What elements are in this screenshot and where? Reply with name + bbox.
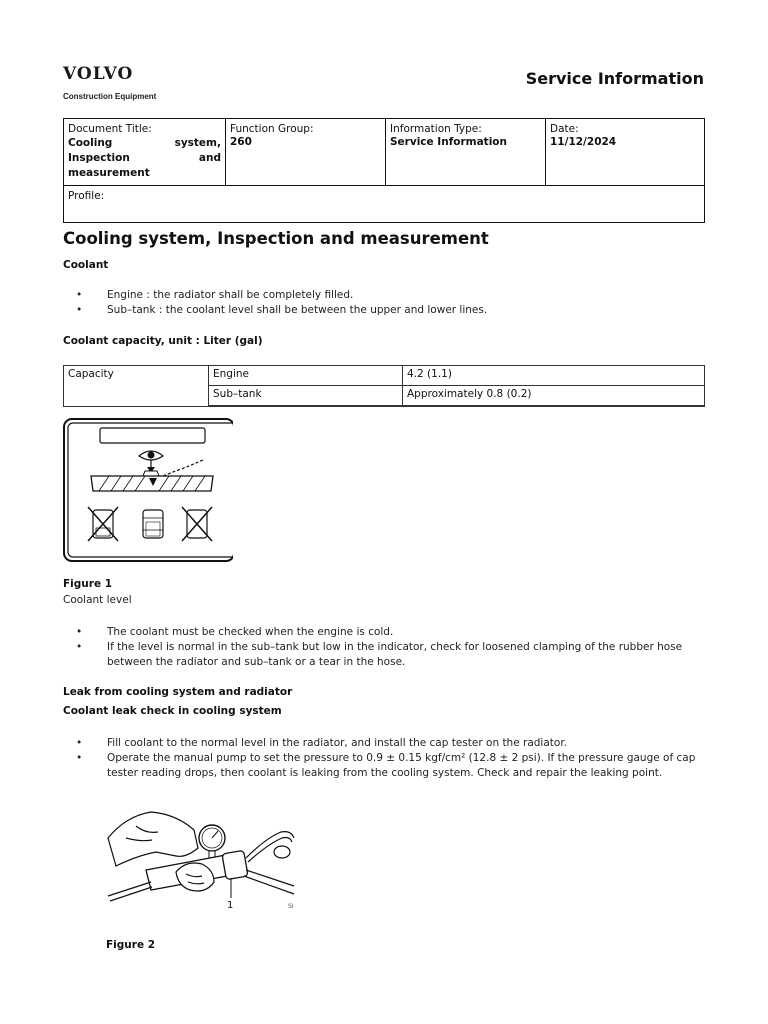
meta-date-label: Date:	[550, 123, 579, 135]
table-row	[64, 366, 705, 386]
figure-code: SI	[288, 903, 294, 910]
document-heading: Cooling system, Inspection and measurement	[63, 229, 489, 248]
meta-cell-profile	[64, 186, 705, 223]
subtank-correct	[143, 510, 163, 538]
coolant-level-illustration	[63, 418, 233, 563]
filler-neck	[143, 471, 159, 476]
figure-1-caption: Coolant level	[63, 594, 132, 606]
pressure-gauge-icon	[199, 825, 225, 859]
subtank-high-crossed	[182, 507, 212, 541]
list-item	[63, 288, 705, 303]
hose-and-cap	[244, 832, 294, 894]
meta-cell-info-type	[386, 119, 546, 186]
meta-profile-label: Profile:	[68, 190, 105, 202]
capacity-table	[63, 365, 705, 407]
volvo-logo: VOLVO	[63, 64, 134, 84]
level-notes-bullets	[63, 625, 705, 670]
capacity-row-label: Capacity	[64, 366, 209, 407]
bullet-glyph: •	[76, 737, 83, 749]
list-item-text: If the level is normal in the sub–tank but low in the indicator, check for loosened clamping of the rubber hose between the radiator and sub–tank or a tear in the hose.	[107, 641, 683, 668]
logo-subtitle: Construction Equipment	[63, 92, 157, 101]
list-item-text: Operate the manual pump to set the pressure to 0.9 ± 0.15 kgf/cm² (12.8 ± 2 psi). If the pressure gauge of cap tester reading drops, then coolant is leaking from the cooling system. Check and repair the leaking point.	[107, 752, 696, 779]
meta-cell-function-group	[226, 119, 386, 186]
cap-tester-illustration	[106, 808, 296, 913]
meta-cell-doc-title	[64, 119, 226, 186]
bullet-glyph: •	[76, 626, 83, 638]
bullet-glyph: •	[76, 752, 83, 764]
callout-number: 1	[227, 900, 234, 911]
leak-heading: Leak from cooling system and radiator	[63, 686, 293, 698]
leak-subheading: Coolant leak check in cooling system	[63, 705, 282, 717]
subtank-low-crossed	[88, 507, 118, 541]
list-item	[63, 751, 705, 781]
label-box	[100, 428, 205, 443]
list-item	[63, 736, 705, 751]
document-meta-table	[63, 118, 705, 223]
figure-2-label: Figure 2	[106, 939, 156, 951]
meta-date-value: 11/12/2024	[550, 136, 617, 148]
radiator-tank	[91, 476, 213, 491]
page-header-title: Service Information	[525, 69, 704, 88]
bullet-glyph: •	[76, 289, 83, 301]
coolant-bullets	[63, 288, 705, 318]
list-item-text: The coolant must be checked when the engine is cold.	[107, 626, 394, 638]
meta-function-group-value: 260	[230, 136, 252, 148]
meta-doc-title-label: Document Title:	[68, 123, 152, 135]
list-item-text: Fill coolant to the normal level in the radiator, and install the cap tester on the radiator.	[107, 737, 568, 749]
capacity-value-subtank: Approximately 0.8 (0.2)	[403, 386, 705, 407]
hand-left	[108, 812, 198, 866]
list-item	[63, 640, 705, 670]
capacity-heading: Coolant capacity, unit : Liter (gal)	[63, 335, 263, 347]
bullet-glyph: •	[76, 304, 83, 316]
list-item-text: Sub–tank : the coolant level shall be between the upper and lower lines.	[107, 304, 488, 316]
meta-info-type-value: Service Information	[390, 136, 507, 148]
figure-1-label: Figure 1	[63, 578, 113, 590]
list-item-text: Engine : the radiator shall be completely filled.	[107, 289, 354, 301]
list-item	[63, 625, 705, 640]
capacity-name-engine: Engine	[209, 366, 403, 386]
meta-info-type-label: Information Type:	[390, 123, 482, 135]
bullet-glyph: •	[76, 641, 83, 653]
coolant-heading: Coolant	[63, 259, 109, 271]
capacity-name-subtank: Sub–tank	[209, 386, 403, 407]
meta-doc-title-value: Cooling system, Inspection and measurement	[68, 137, 221, 179]
meta-cell-date	[546, 119, 705, 186]
list-item	[63, 303, 705, 318]
meta-function-group-label: Function Group:	[230, 123, 314, 135]
capacity-value-engine: 4.2 (1.1)	[403, 366, 705, 386]
leak-bullets	[63, 736, 705, 781]
